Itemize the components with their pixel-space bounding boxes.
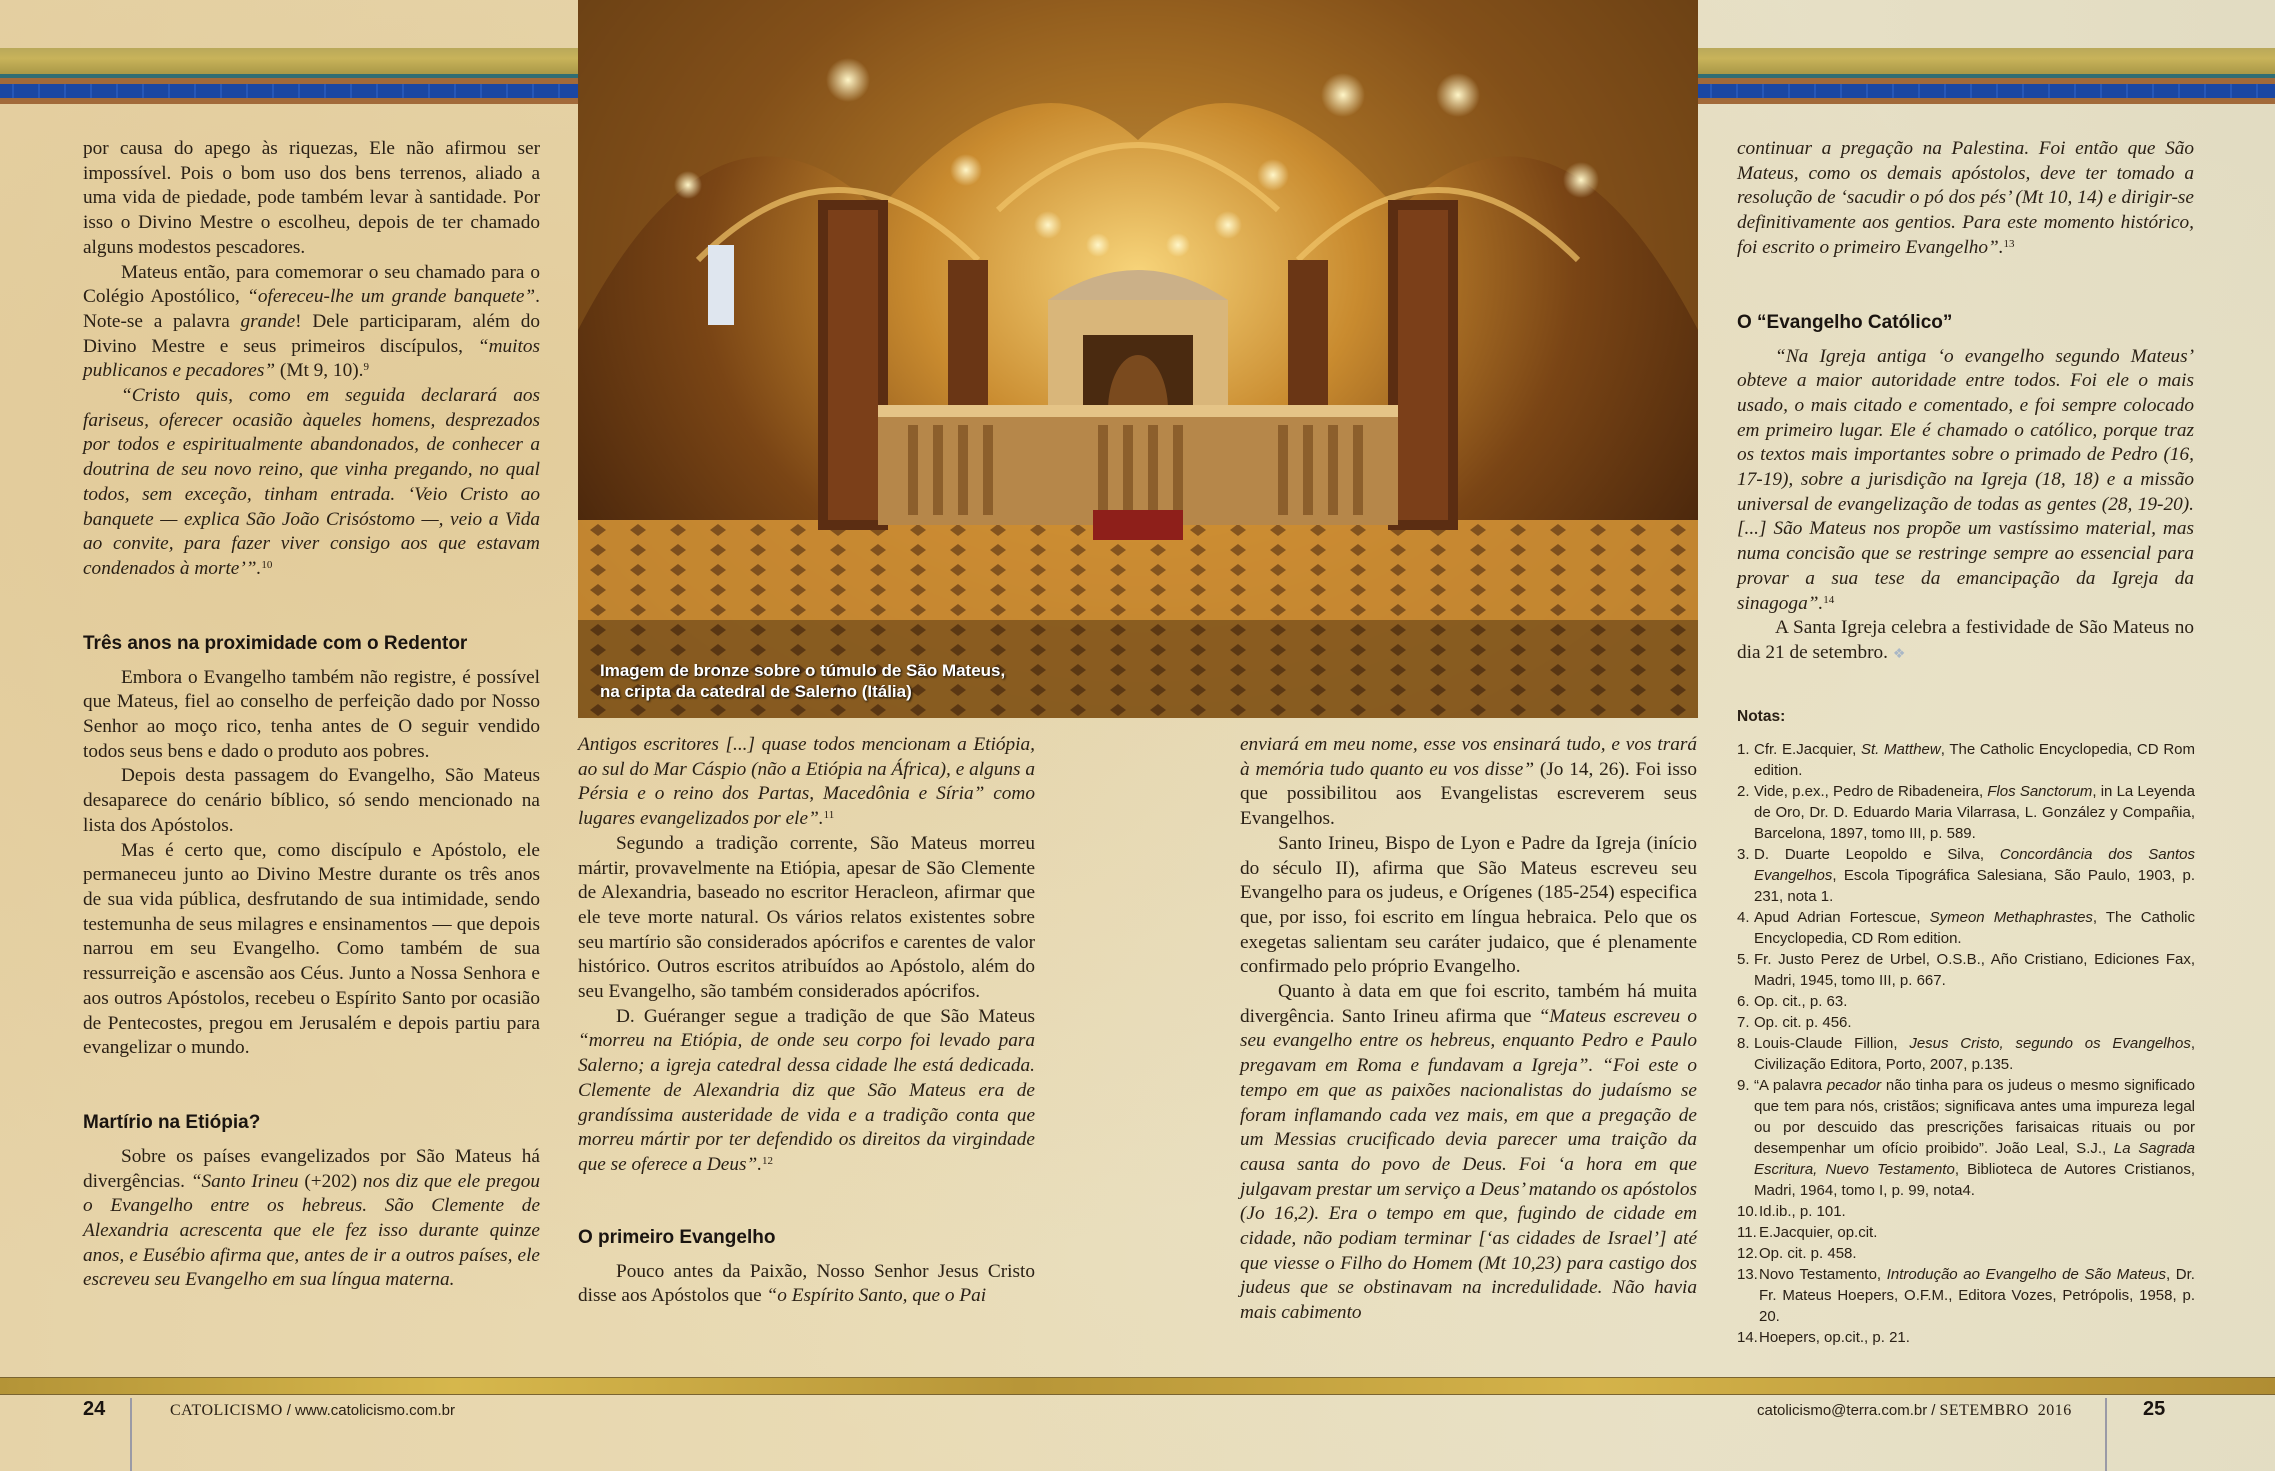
footer-divider-right — [2105, 1398, 2107, 1471]
paragraph: “Cristo quis, como em seguida declarará aos fariseus, oferecer ocasião àqueles homens, desprezados por todos e espiritualmente abandonados, de conhecer a doutrina de seu novo reino, que vinha pregando, no qual todos, sem exceção, tinham entrada. ‘Veio Cristo ao banquete — explica São João Crisóstomo —, veio a Vida ao convite, para fazer viver consigo aos que estavam condenados à morte’”.$^{10}$ — [83, 385, 540, 579]
note-item: 7. Op. cit. p. 456. — [1737, 1014, 1852, 1031]
decorative-border-top-left — [0, 48, 578, 108]
note-item: 11. E.Jacquier, op.cit. — [1737, 1224, 1878, 1241]
paragraph: Depois desta passagem do Evangelho, São Mateus desaparece do cenário bíblico, só sendo mencionado na lista dos Apóstolos. — [83, 765, 540, 836]
note-item: 8. Louis-Claude Fillion, Jesus Cristo, segundo os Evangelhos, Civilização Editora, Porto, 2007, p.135. — [1737, 1035, 2195, 1073]
crypt-illustration — [578, 0, 1698, 718]
note-item: 10. Id.ib., p. 101. — [1737, 1203, 1846, 1220]
paragraph: D. Guéranger segue a tradição de que São Mateus “morreu na Etiópia, de onde seu corpo foi levado para Salerno; a igreja catedral dessa cidade lhe está dedicada. Clemente de Alexandria diz que São Mateus era de grandíssima austeridade de vida e a tradição conta que morreu mártir por ter defendido os direitos da virgindade que se oferece a Deus”.$^{12}$ — [578, 1005, 1035, 1175]
article-column-1 — [83, 137, 540, 1293]
note-item: 2. Vide, p.ex., Pedro de Ribadeneira, Flos Sanctorum, in La Leyenda de Oro, Dr. D. Eduardo Maria Vilarrasa, L. González y Compañia, Barcelona, 1897, tomo III, p. 589. — [1737, 783, 2195, 842]
footnote-ref: 9 — [363, 361, 369, 374]
note-item: 13. Novo Testamento, Introdução ao Evangelho de São Mateus, Dr. Fr. Mateus Hoepers, O.F.M., Editora Vozes, Petrópolis, 1958, p. 20. — [1737, 1266, 2195, 1325]
paragraph: Mas é certo que, como discípulo e Apóstolo, ele permaneceu junto ao Divino Mestre durante os três anos de sua vida pública, desfrutando de sua intimidade, sendo testemunha de seus milagres e ensinamentos — que depois narrou em seu Evangelho. Como também de sua ressurreição e ascensão aos Céus. Junto a Nossa Senhora e aos outros Apóstolos, recebeu o Espírito Santo por ocasião de Pentecostes, pregou em Jerusalém e depois partiu para evangelizar o mundo. — [83, 839, 540, 1059]
crypt-photo — [578, 0, 1698, 718]
decorative-border-top-right — [1698, 48, 2275, 108]
note-item: 3. D. Duarte Leopoldo e Silva, Concordância dos Santos Evangelhos, Escola Tipográfica Salesiana, São Paulo, 1903, p. 231, nota 1. — [1737, 846, 2195, 905]
note-item: 4. Apud Adrian Fortescue, Symeon Methaphrastes, The Catholic Encyclopedia, CD Rom edition. — [1737, 909, 2195, 947]
note-item: 5. Fr. Justo Perez de Urbel, O.S.B., Año Cristiano, Ediciones Fax, Madri, 1945, tomo III, p. 667. — [1737, 951, 2195, 989]
paragraph: enviará em meu nome, esse vos ensinará tudo, e vos trará à memória tudo quanto eu vos disse” (Jo 14, 26). Foi isso que possibilitou aos Evangelistas escreverem seus Evangelhos. — [1240, 734, 1697, 830]
magazine-name: CATOLICISMO — [170, 1402, 283, 1419]
paragraph: “Na Igreja antiga ‘o evangelho segundo Mateus’ obteve a maior autoridade entre todos. Foi ele o mais usado, o mais citado e comentado, e foi sempre colocado em primeiro lugar. Ele é chamado o católico, porque traz os textos mais importantes sobre o primado de Pedro (16, 17-19), sobre a jurisdição na Igreja (18, 18) e a missão universal de evangelização de todas as gentes (28, 19-20). [...] São Mateus nos propõe um vastíssimo material, mas numa concisão que se restringe sempre ao essencial para provar a sua tese da emancipação da Igreja da sinagoga”.$^{14}$ — [1737, 345, 2194, 614]
end-ornament-icon: ❖ — [1892, 646, 1906, 662]
paragraph: Santo Irineu, Bispo de Lyon e Padre da Igreja (início do século II), afirma que São Mateus escreveu seu Evangelho para os judeus, e Orígenes (185-254) especifica que, por isso, foi escrito em língua hebraica. Pelo que os exegetas salientam seu caráter judaico, que é plenamente confirmado pelo próprio Evangelho. — [1240, 832, 1697, 978]
page-number-right: 25 — [2143, 1398, 2166, 1420]
footnote-ref: 14 — [1823, 593, 1835, 606]
section-heading: Martírio na Etiópia? — [83, 1111, 261, 1133]
article-column-4 — [1737, 137, 2194, 668]
footnotes — [1737, 706, 2195, 1348]
paragraph: Segundo a tradição corrente, São Mateus morreu mártir, provavelmente na Etiópia, apesar de São Clemente de Alexandria, baseado no escritor Heracleon, afirmar que ele teve morte natural. Os vários relatos existentes sobre seu martírio são considerados apócrifos e carentes de valor histórico. Outros escritos atribuídos ao Apóstolo, além do seu Evangelho, são também considerados apócrifos. — [578, 832, 1035, 1003]
page-number-left: 24 — [83, 1398, 106, 1420]
note-item: 1. Cfr. E.Jacquier, St. Matthew, The Catholic Encyclopedia, CD Rom edition. — [1737, 741, 2195, 779]
note-item: 6. Op. cit., p. 63. — [1737, 993, 1848, 1010]
note-item: 9. “A palavra pecador não tinha para os judeus o mesmo significado que tem para nós, cristãos; significava antes uma impureza legal ou por descuido das prescrições farisaicas rituais ou por desempenhar um ofício proibido”. João Leal, S.J., La Sagrada Escritura, Nuevo Testamento, Biblioteca de Autores Cristianos, Madri, 1964, tomo I, p. 99, nota4. — [1737, 1077, 2195, 1199]
section-heading: O “Evangelho Católico” — [1737, 311, 1953, 333]
paragraph: Antigos escritores [...] quase todos mencionam a Etiópia, ao sul do Mar Cáspio (não a Etiópia na África), e alguns a Pérsia e o reino dos Partas, Macedônia e Síria” como lugares evangelizados por ele”.$^{11}$ — [578, 734, 1035, 830]
footer-left: CATOLICISMO / www.catolicismo.com.br — [170, 1402, 455, 1419]
email-link[interactable]: catolicismo@terra.com.br — [1757, 1402, 1928, 1419]
footnote-ref: 11 — [823, 809, 835, 822]
footer-divider-left — [130, 1398, 132, 1471]
section-heading: Três anos na proximidade com o Redentor — [83, 632, 468, 654]
footnote-ref: 10 — [261, 558, 273, 571]
section-heading: O primeiro Evangelho — [578, 1226, 776, 1248]
paragraph: Sobre os países evangelizados por São Mateus há divergências. “Santo Irineu (+202) nos diz que ele pregou o Evangelho entre os hebreus. São Clemente de Alexandria acrescenta que ele fez isso durante quinze anos, e Eusébio afirma que, antes de ir a outros países, ele escreveu seu Evangelho em sua língua materna. — [83, 1145, 541, 1291]
decorative-border-bottom — [0, 1377, 2275, 1395]
article-column-3 — [1240, 733, 1697, 1326]
paragraph: continuar a pregação na Palestina. Foi então que São Mateus, como os demais apóstolos, deve ter tomado a resolução de ‘sacudir o pó dos pés’ (Mt 10, 14) e dirigir-se definitivamente aos gentios. Para este momento histórico, foi escrito o primeiro Evangelho”.$^{13}$ — [1737, 138, 2194, 258]
caption-line-2: na cripta da catedral de Salerno (Itália) — [600, 682, 912, 701]
photo-caption — [600, 660, 1005, 702]
paragraph: Pouco antes da Paixão, Nosso Senhor Jesus Cristo disse aos Apóstolos que “o Espírito Santo, que o Pai — [578, 1260, 1035, 1307]
paragraph: A Santa Igreja celebra a festividade de São Mateus no dia 21 de setembro. ❖ — [1737, 617, 2194, 663]
paragraph: Quanto à data em que foi escrito, também há muita divergência. Santo Irineu afirma que “Mateus escreveu o seu evangelho entre os hebreus, enquanto Pedro e Paulo pregavam em Roma e fundavam a Igreja”. “Foi este o tempo em que as paixões nacionalistas do judaísmo se foram inflamando cada vez mais, em que a pregação de um Messias crucificado devia parecer uma traição da causa santa do povo de Deus. Foi ‘a hora em que julgavam prestar um serviço a Deus’ matando os apóstolos (Jo 16,2). Era o tempo em que, fugindo de cidade em cidade, não podiam terminar [‘as cidades de Israel’] até que viesse o Filho do Homem (Mt 10,23) para castigo dos judeus que se obstinavam na incredulidade. Não havia mais cabimento — [1240, 981, 1697, 1324]
issue-date: SETEMBRO 2016 — [1939, 1402, 2072, 1419]
footer-right: catolicismo@terra.com.br / SETEMBRO 2016 — [1757, 1402, 2072, 1419]
caption-line-1: Imagem de bronze sobre o túmulo de São Mateus, — [600, 661, 1006, 680]
website-link[interactable]: www.catolicismo.com.br — [294, 1402, 455, 1419]
footnote-ref: 12 — [762, 1154, 774, 1167]
note-item: 12. Op. cit. p. 458. — [1737, 1245, 1857, 1262]
paragraph: Mateus então, para comemorar o seu chamado para o Colégio Apostólico, “ofereceu-lhe um grande banquete”. Note-se a palavra grande! Dele participaram, além do Divino Mestre e seus primeiros discípulos, “muitos publicanos e pecadores” (Mt 9, 10).$^9$ — [83, 261, 540, 382]
notes-list — [1737, 739, 2195, 1348]
paragraph: Embora o Evangelho também não registre, é possível que Mateus, fiel ao conselho de perfeição dado por Nosso Senhor ao moço rico, tenha antes de O seguir vendido todos seus bens e dado o produto aos pobres. — [83, 666, 540, 762]
note-item: 14. Hoepers, op.cit., p. 21. — [1737, 1329, 1910, 1346]
article-column-2 — [578, 733, 1035, 1309]
footnote-ref: 13 — [2003, 237, 2015, 250]
paragraph: por causa do apego às riquezas, Ele não afirmou ser impossível. Pois o bom uso dos bens terrenos, aliado a uma vida de piedade, pode também levar à santidade. Por isso o Divino Mestre o escolheu, depois de ter chamado alguns modestos pescadores. — [83, 138, 540, 258]
notes-title: Notas: — [1737, 708, 1786, 725]
